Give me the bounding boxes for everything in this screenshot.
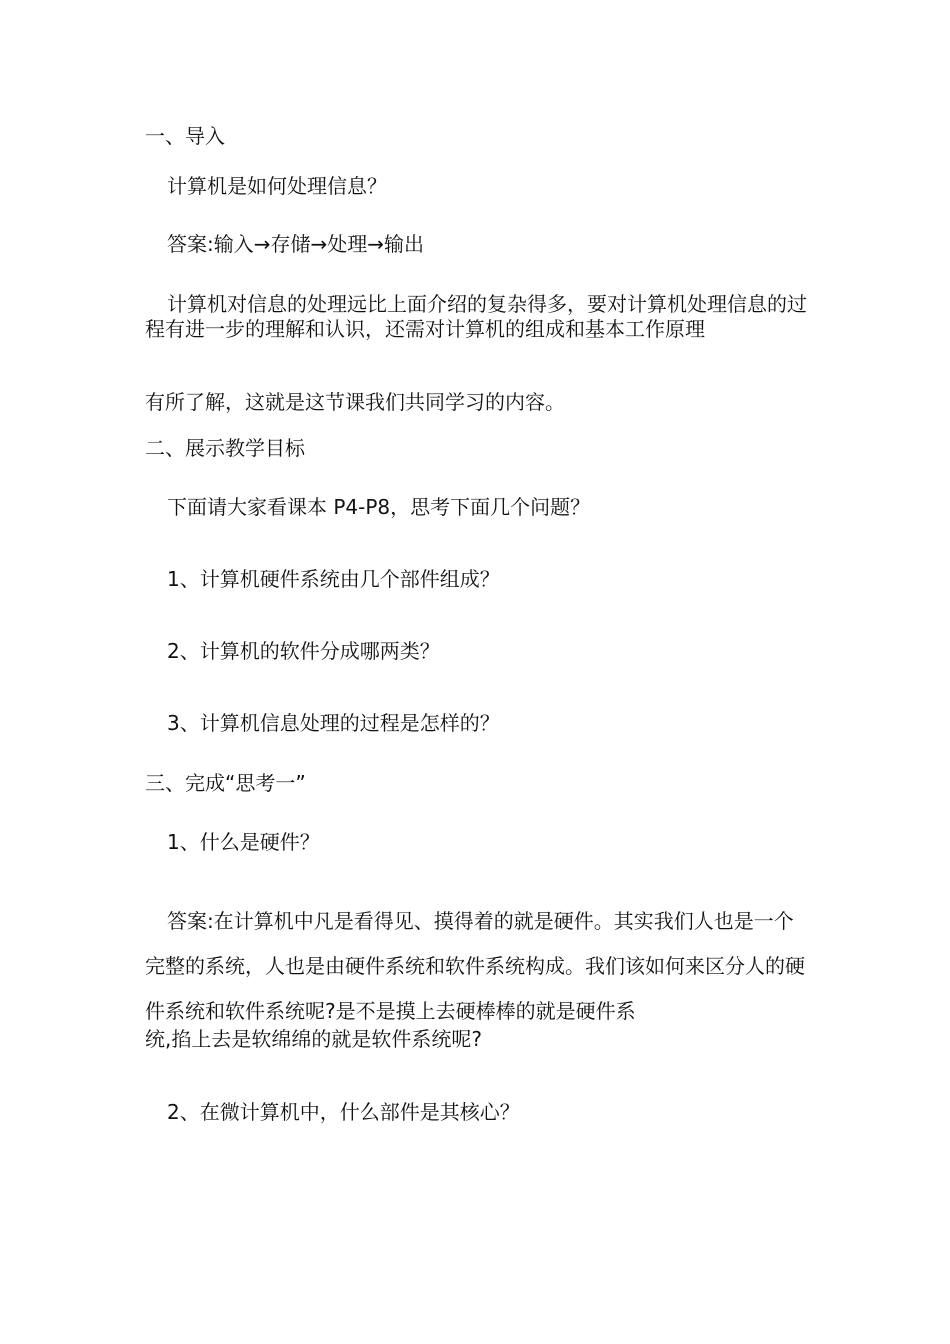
think-question-2: 2、在微计算机中，什么部件是其核心？ [167, 1100, 520, 1124]
think-question-1: 1、什么是硬件？ [167, 830, 320, 854]
think-answer-paragraph: 答案:在计算机中凡是看得见、摸得着的就是硬件。其实我们人也是一个完整的系统，人也是由硬件系统和软件系统构成。我们该如何来区分人的硬件系统和软件系统呢?是不是摸上去硬棒棒的就是硬件系 [145, 909, 805, 1023]
intro-paragraph: 计算机对信息的处理远比上面介绍的复杂得多，要对计算机处理信息的过程有进一步的理解和认识，还需对计算机的组成和基本工作原理 [145, 292, 807, 341]
section-heading-think: 三、完成“思考一” [145, 771, 306, 795]
intro-question: 计算机是如何处理信息？ [167, 174, 387, 198]
objective-question-2: 2、计算机的软件分成哪两类？ [167, 639, 440, 663]
intro-paragraph-end: 有所了解，这就是这节课我们共同学习的内容。 [145, 390, 565, 414]
objective-question-1: 1、计算机硬件系统由几个部件组成？ [167, 567, 500, 591]
objectives-intro: 下面请大家看课本 P4-P8，思考下面几个问题？ [167, 495, 591, 519]
think-answer-end: 统,掐上去是软绵绵的就是软件系统呢? [145, 1027, 482, 1051]
objective-question-3: 3、计算机信息处理的过程是怎样的？ [167, 711, 500, 735]
intro-answer: 答案:输入→存储→处理→输出 [167, 232, 425, 256]
section-heading-intro: 一、导入 [145, 124, 225, 148]
section-heading-objectives: 二、展示教学目标 [145, 436, 305, 460]
